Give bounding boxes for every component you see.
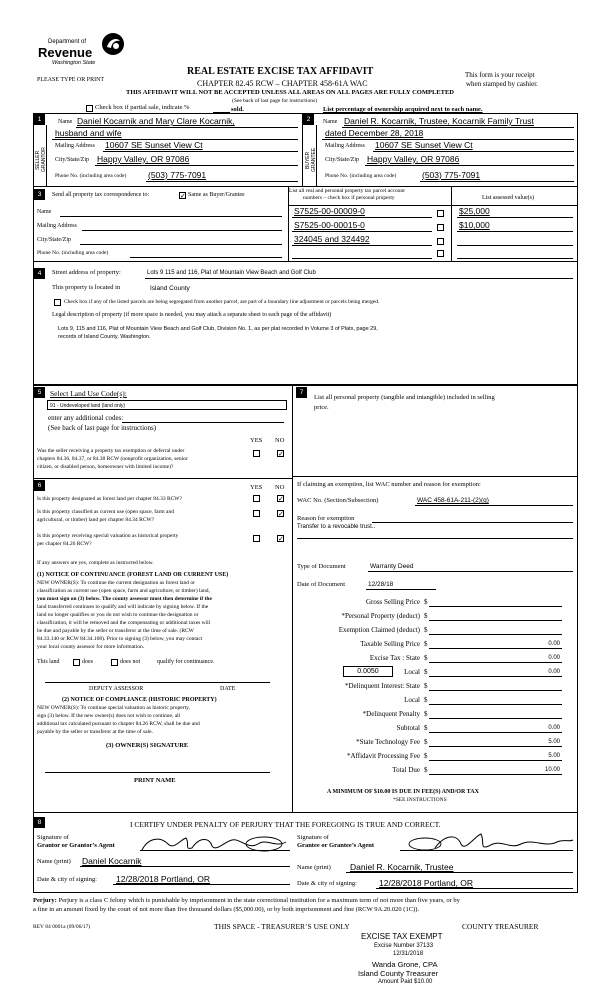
county-treasurer: COUNTY TREASURER [462, 922, 539, 931]
wac-label: WAC No. (Section/Subsection) [297, 497, 379, 504]
does-checkbox[interactable] [73, 659, 80, 666]
buyer-name1[interactable]: Daniel R. Kocarnik, Trustee, Kocarnik Family Trust [344, 116, 534, 126]
does-label: does [82, 659, 93, 665]
located-label: This property is located in [52, 284, 121, 291]
seller-city[interactable]: Happy Valley, OR 97086 [97, 154, 190, 164]
deputy-label: DEPUTY ASSESSOR [89, 686, 144, 692]
date-label: DATE [220, 686, 236, 692]
seller-side-label: SELLER GRANTOR [35, 147, 47, 173]
does-not-label: does not [120, 659, 141, 665]
s6-q3a: Is this property receiving special valuation as historical property [37, 533, 179, 539]
excise-local-value[interactable]: 0.00 [548, 669, 560, 675]
section-1-number: 1 [34, 114, 45, 125]
segregate-checkbox[interactable] [54, 299, 61, 306]
ownership-note: List percentage of ownership acquired next to each name. [323, 106, 483, 113]
tax-row-label: Exemption Claimed (deduct) [338, 626, 420, 634]
buyer-city[interactable]: Happy Valley, OR 97086 [367, 154, 460, 164]
local-rate-box[interactable]: 0.0050 [343, 666, 393, 677]
section-4-box [33, 262, 578, 385]
s7-list-label1: List all personal property (tangible and intangible) included in selling [314, 394, 495, 401]
see-back-label: (See back of last page for instructions) [48, 424, 157, 432]
tax-row-label: Taxable Selling Price [360, 640, 420, 648]
stamp-line6: Amount Paid $10.00 [378, 979, 433, 985]
seller-address-label: Mailing Address [55, 143, 95, 149]
section-5-number: 5 [34, 387, 45, 398]
does-not-checkbox[interactable] [111, 659, 118, 666]
buyer-name2[interactable]: dated December 28, 2018 [325, 128, 424, 138]
treasurer-space: THIS SPACE - TREASURER’S USE ONLY [214, 922, 350, 931]
same-as-buyer-label: Same as Buyer/Grantee [188, 192, 245, 198]
perjury-bold: Perjury: [33, 897, 57, 904]
section-7-number: 7 [296, 387, 307, 398]
legal-line2[interactable]: records of Island County, Washington. [58, 334, 151, 340]
print-note: PLEASE TYPE OR PRINT [37, 77, 105, 83]
tax-row-label: *Delinquent Interest: State [344, 682, 420, 690]
grantee-sig-label1: Signature of [297, 834, 329, 841]
s6-q2a: Is this property classified as current use (open space, farm and [37, 509, 174, 515]
stamp-line2: Excise Number 37133 [374, 943, 434, 949]
n1-title: (1) NOTICE OF CONTINUANCE (FOREST LAND OR CURRENT USE) [37, 572, 229, 578]
print-name-label: PRINT NAME [134, 777, 176, 784]
grantor-name-label: Name (print) [37, 858, 71, 865]
street-value[interactable]: Lots 9 115 and 116, Plat of Mountain View Beach and Golf Club [147, 270, 316, 276]
section-8-number: 8 [34, 817, 45, 828]
county-value[interactable]: Island County [150, 285, 190, 292]
grantee-date-value[interactable]: 12/28/2018 Portland, OR [379, 878, 474, 888]
seller-name-label: Name [58, 119, 73, 125]
buyer-phone-label: Phone No. (including area code) [325, 173, 397, 179]
s6-q1a: Is this property designated as forest land per chapter 84.33 RCW? [37, 496, 182, 502]
value-2[interactable]: $10,000 [459, 220, 490, 230]
reason-label: Reason for exemption [297, 515, 355, 522]
section-4-number: 4 [34, 268, 45, 279]
tax-row-label: Excise Tax : State [369, 654, 420, 662]
revenue-swirl-icon [100, 31, 126, 57]
tax-row-label: *Personal Property (deduct) [341, 612, 420, 620]
tax-row-label: Gross Selling Price [365, 598, 420, 606]
exemption-label: If claiming an exemption, list WAC number and reason for exemption: [297, 481, 481, 488]
dept-line3: Washington State [52, 60, 96, 66]
form-title: REAL ESTATE EXCISE TAX AFFIDAVIT [187, 66, 374, 77]
parcel-header1: List all real and personal property tax parcel account [289, 188, 405, 194]
s5-no: NO [275, 437, 285, 444]
form-subtitle: CHAPTER 82.45 RCW – CHAPTER 458-61A WAC [197, 79, 368, 88]
street-label: Street address of property: [52, 269, 121, 276]
seller-city-label: City/State/Zip [55, 157, 89, 163]
grantee-name-value[interactable]: Daniel R. Kocarnik, Trustee [350, 862, 454, 872]
receipt-note1: This form is your receipt [465, 71, 535, 79]
taxable-value[interactable]: 0.00 [548, 641, 560, 647]
minimum-note2: *SEE INSTRUCTIONS [393, 797, 447, 803]
subtotal-value[interactable]: 0.00 [548, 725, 560, 731]
grantor-date-label: Date & city of signing: [37, 876, 97, 883]
excise-state-value[interactable]: 0.00 [548, 655, 560, 661]
seller-name1[interactable]: Daniel Kocarnik and Mary Clare Kocarnik, [77, 116, 235, 126]
s6-q3b: per chapter 84.26 RCW? [37, 541, 92, 547]
legal-line1[interactable]: Lots 9, 115 and 116, Plat of Mountain View Beach and Golf Club, Division No. 1, as per plat recorded in Volume 3 of Plats, page 29, [58, 326, 378, 332]
tax-row-label: *Affidavit Processing Fee [347, 752, 420, 760]
additional-codes-label: enter any additional codes: [48, 414, 124, 422]
s6-if-yes: If any answers are yes, complete as instructed below. [37, 560, 154, 566]
s5-q1c: citizen, or disabled person, homeowner with limited income)? [37, 464, 174, 470]
s7-list-label2: price. [314, 404, 329, 411]
buyer-city-label: City/State/Zip [325, 157, 359, 163]
partial-sale-label: Check box if partial sale, indicate % [95, 104, 190, 111]
grantor-sig-label2: Grantor or Grantor’s Agent [37, 842, 115, 849]
minimum-note1: A MINIMUM OF $10.00 IS DUE IN FEE(S) AND/OR TAX [327, 789, 479, 795]
parcel-3-checkbox[interactable] [437, 238, 444, 245]
parcel-header2: numbers – check box if personal property [303, 195, 395, 201]
seller-phone-label: Phone No. (including area code) [55, 173, 127, 179]
n2-title: (2) NOTICE OF COMPLIANCE (HISTORIC PROPERTY) [62, 697, 217, 703]
same-as-buyer-checkbox[interactable]: ✓ [180, 192, 186, 200]
parcel-2[interactable]: S7525-00-00015-0 [294, 220, 365, 230]
perjury-text2: a fine in an amount fixed by the court of not more than five thousand dollars ($5,000.00), or by both imprisonment and fine (RCW 9A.20.020 (1C)). [33, 906, 420, 913]
value-1[interactable]: $25,000 [459, 206, 490, 216]
s6-q2-no-checkbox[interactable]: ✓ [278, 510, 284, 518]
processing-fee-value[interactable]: 5.00 [548, 753, 560, 759]
s6-q3-yes-checkbox[interactable] [253, 535, 260, 542]
s3-name-label: Name [37, 209, 52, 215]
s5-q1-yes-checkbox[interactable] [253, 450, 260, 457]
stamp-line3: 12/31/2018 [393, 951, 424, 957]
dept-line2: Revenue [38, 45, 93, 60]
grantee-signature-icon[interactable] [405, 830, 575, 856]
stamp-line1: EXCISE TAX EXEMPT [361, 932, 443, 941]
section-6-number: 6 [34, 480, 45, 491]
dept-line1: Department of [48, 39, 87, 45]
s6-q3-no-checkbox[interactable]: ✓ [278, 535, 284, 543]
receipt-note2: when stamped by cashier. [466, 80, 538, 88]
s6-yes: YES [250, 484, 263, 491]
perjury-note [33, 897, 460, 904]
seller-name2[interactable]: husband and wife [55, 128, 122, 138]
s6-q2-yes-checkbox[interactable] [253, 510, 260, 517]
buyer-address-label: Mailing Address [325, 143, 365, 149]
parcel-3[interactable]: 324045 and 324492 [294, 234, 370, 244]
select-land-use-label: Select Land Use Code(s): [50, 389, 127, 398]
s6-q2b: agricultural, or timber) land per chapter 84.34 RCW? [37, 517, 155, 523]
this-land-label: This land [37, 659, 60, 665]
assessed-header: List assessed value(s) [482, 195, 534, 201]
qualify-label: qualify for continuance. [157, 659, 215, 665]
rev-number: REV 84 0001a (09/06/17) [33, 924, 91, 930]
buyer-phone[interactable]: (503) 775-7091 [422, 170, 481, 180]
tax-row-label: Local [404, 668, 420, 676]
certify-text: I CERTIFY UNDER PENALTY OF PERJURY THAT THE FOREGOING IS TRUE AND CORRECT. [130, 820, 441, 829]
s5-yes: YES [250, 437, 263, 444]
n3-title: (3) OWNER(S) SIGNATURE [106, 742, 189, 749]
parcel-1-checkbox[interactable] [437, 210, 444, 217]
buyer-side-label: BUYER GRANTEE [305, 147, 317, 173]
seller-phone[interactable]: (503) 775-7091 [148, 170, 207, 180]
s6-q1-no-checkbox[interactable]: ✓ [278, 495, 284, 503]
buyer-address[interactable]: 10607 SE Sunset View Ct [375, 140, 473, 150]
tax-row-label: Total Due [392, 766, 420, 774]
total-due-value[interactable]: 10.00 [544, 767, 560, 773]
s5-q1a: Was the seller receiving a property tax exemption or deferral under [37, 448, 185, 454]
doc-type-label: Type of Document [297, 563, 346, 570]
buyer-name-label: Name [323, 119, 338, 125]
parcel-4-checkbox[interactable] [437, 250, 444, 257]
grantor-date-value[interactable]: 12/28/2018 Portland, OR [116, 874, 211, 884]
parcel-1[interactable]: S7525-00-00009-0 [294, 206, 365, 216]
tech-fee-value[interactable]: 5.00 [548, 739, 560, 745]
s6-no: NO [275, 484, 285, 491]
stamp-line4: Wanda Grone, CPA [372, 960, 438, 969]
s6-q1-yes-checkbox[interactable] [253, 495, 260, 502]
perjury-text: Perjury is a class C felony which is punishable by imprisonment in the state correctional institution for a maximum term of not more than five years, or by [58, 897, 460, 904]
segregate-label: Check box if any of the listed parcels are being segregated from another parcel, are part of a boundary line adjustment or parcels being merged. [64, 299, 380, 305]
section-2-number: 2 [303, 114, 314, 125]
grantor-signature-icon[interactable] [140, 832, 290, 856]
land-use-value[interactable]: 91 - Undeveloped land (land only) [47, 400, 287, 410]
s3-phone-label: Phone No. (including area code) [37, 250, 109, 256]
tax-row-label: *Delinquent Penalty [362, 710, 420, 718]
parcel-2-checkbox[interactable] [437, 224, 444, 231]
s3-address-label: Mailing Address [37, 223, 77, 229]
tax-row-label: Local [404, 696, 420, 704]
grantor-name-value[interactable]: Daniel Kocarnik [82, 856, 142, 866]
send-label: Send all property tax correspondence to: [52, 192, 150, 198]
s3-city-label: City/State/Zip [37, 237, 71, 243]
stamp-line5: Island County Treasurer [358, 969, 439, 978]
grantor-sig-label1: Signature of [37, 834, 69, 841]
back-note: (See back of last page for instructions) [232, 98, 317, 104]
s5-q1b: chapters 84.36, 84.37, or 84.38 RCW (nonprofit organization, senior [37, 456, 188, 462]
tax-row-label: *State Technology Fee [356, 738, 420, 746]
seller-address[interactable]: 10607 SE Sunset View Ct [105, 140, 203, 150]
grantee-sig-label2: Grantee or Grantee’s Agent [297, 842, 375, 849]
revenue-logo [30, 30, 130, 70]
doc-date-value[interactable]: 12/28/18 [368, 581, 394, 588]
grantee-date-label: Date & city of signing: [297, 880, 357, 887]
partial-sale-checkbox[interactable] [86, 105, 93, 112]
wac-value[interactable]: WAC 458-61A-211-(2)(g) [417, 497, 489, 504]
legal-label: Legal description of property (if more space is needed, you may attach a separate sheet to each page of the affidavit) [52, 312, 332, 318]
doc-date-label: Date of Document [297, 581, 346, 588]
s5-q1-no-checkbox[interactable]: ✓ [278, 450, 284, 458]
tax-row-label: Subtotal [396, 724, 420, 732]
doc-type-value[interactable]: Warranty Deed [370, 563, 414, 570]
section-3-number: 3 [34, 189, 45, 200]
grantee-name-label: Name (print) [297, 864, 331, 871]
form-warning: THIS AFFIDAVIT WILL NOT BE ACCEPTED UNLESS ALL AREAS ON ALL PAGES ARE FULLY COMPLETED [126, 89, 454, 96]
reason-value[interactable]: Transfer to a revocable trust.. [297, 524, 376, 530]
partial-sold: sold. [231, 106, 244, 113]
